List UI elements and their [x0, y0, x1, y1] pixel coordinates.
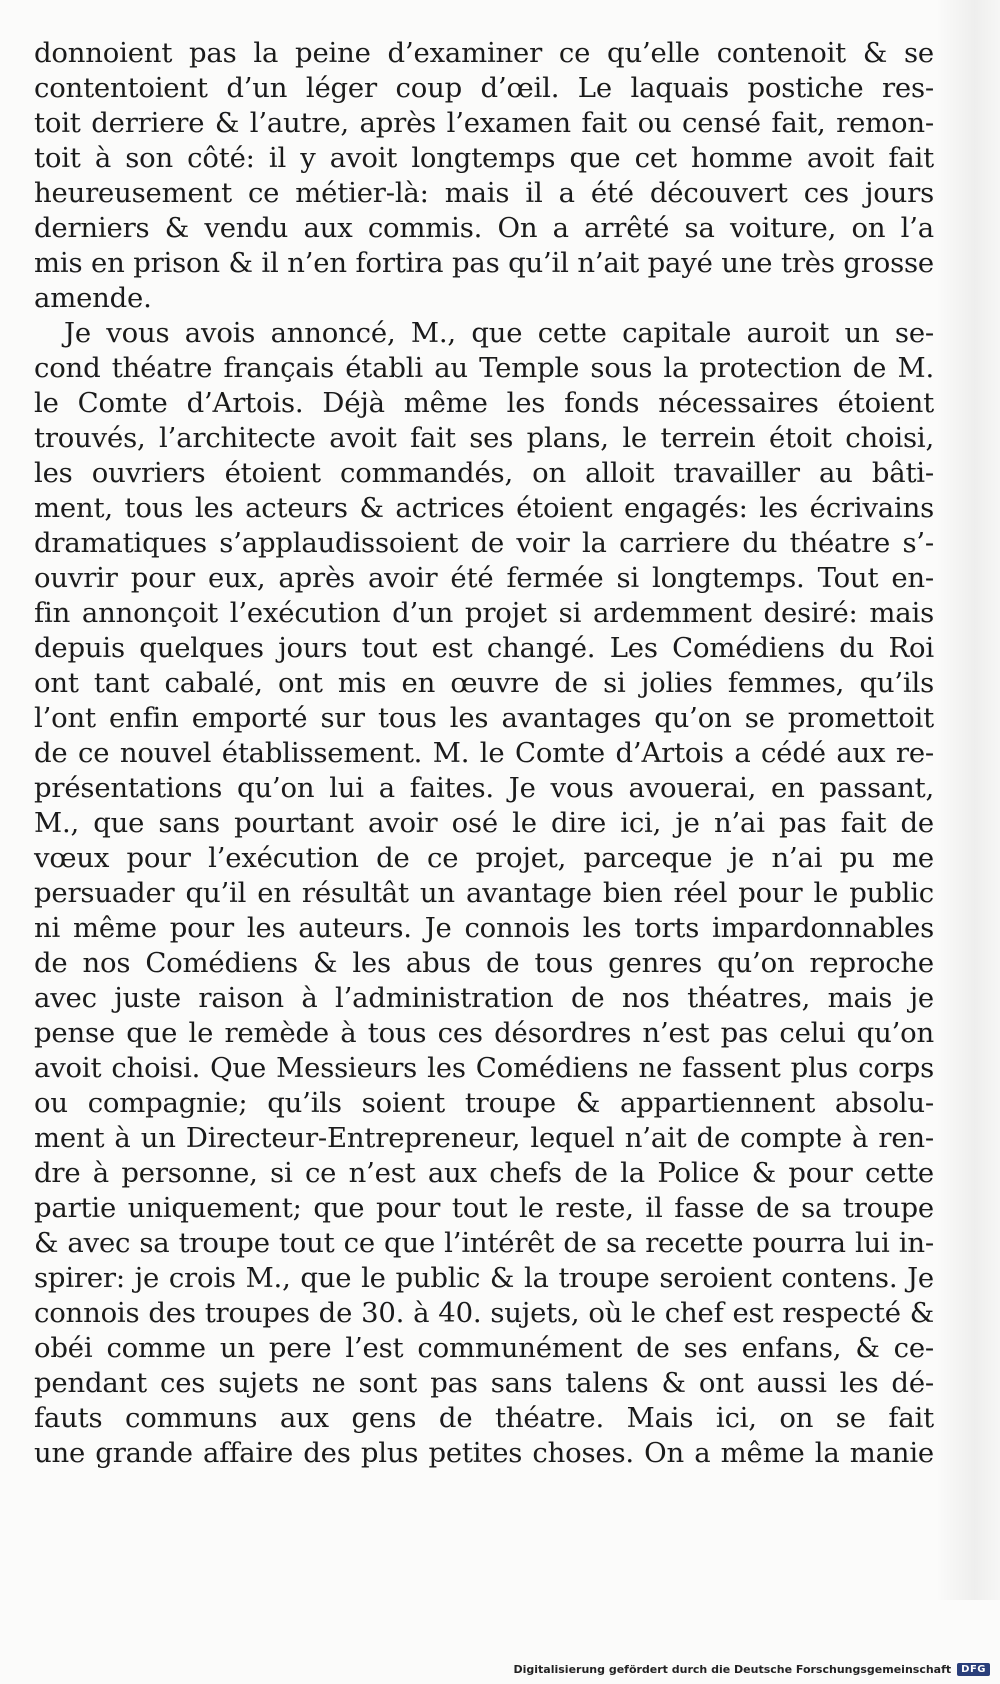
text-line: heureusement ce métier-là: mais il a été découvert ces jours [34, 177, 934, 209]
text-line: contentoient d’un léger coup d’œil. Le laquais postiche res- [34, 72, 934, 104]
text-line: derniers & vendu aux commis. On a arrêté sa voiture, on l’a [34, 212, 934, 244]
dfg-logo-icon: DFG [957, 1663, 990, 1676]
text-line: de nos Comédiens & les abus de tous genres qu’on reproche [34, 947, 934, 979]
text-line: de ce nouvel établissement. M. le Comte d’Artois a cédé aux re- [34, 737, 934, 769]
text-line: spirer: je crois M., que le public & la troupe seroient contens. Je [34, 1262, 934, 1294]
text-line: pense que le remède à tous ces désordres n’est pas celui qu’on [34, 1017, 934, 1049]
text-line: avoit choisi. Que Messieurs les Comédiens ne fassent plus corps [34, 1052, 934, 1084]
text-line: une grande affaire des plus petites choses. On a même la manie [34, 1437, 934, 1469]
text-line: depuis quelques jours tout est changé. Les Comédiens du Roi [34, 632, 934, 664]
text-line: Je vous avois annoncé, M., que cette capitale auroit un se- [64, 317, 934, 349]
text-line: donnoient pas la peine d’examiner ce qu’elle contenoit & se [34, 37, 934, 69]
credit-text: Digitalisierung gefördert durch die Deutsche Forschungsgemeinschaft [513, 1663, 952, 1676]
text-line: ment, tous les acteurs & actrices étoient engagés: les écrivains [34, 492, 934, 524]
text-line: dre à personne, si ce n’est aux chefs de la Police & pour cette [34, 1157, 934, 1189]
text-line: l’ont enfin emporté sur tous les avantages qu’on se promettoit [34, 702, 934, 734]
text-line: ouvrir pour eux, après avoir été fermée si longtemps. Tout en- [34, 562, 934, 594]
text-line: amende. [34, 282, 152, 314]
text-line: présentations qu’on lui a faites. Je vous avouerai, en passant, [34, 772, 934, 804]
text-line: trouvés, l’architecte avoit fait ses plans, le terrein étoit choisi, [34, 422, 934, 454]
text-line: connois des troupes de 30. à 40. sujets, où le chef est respecté & [34, 1297, 934, 1329]
text-line: mis en prison & il n’en fortira pas qu’il n’ait payé une très grosse [34, 247, 934, 279]
text-line: fauts communs aux gens de théatre. Mais ici, on se fait [34, 1402, 934, 1434]
text-line: ou compagnie; qu’ils soient troupe & appartiennent absolu- [34, 1087, 934, 1119]
text-line: & avec sa troupe tout ce que l’intérêt de sa recette pourra lui in- [34, 1227, 934, 1259]
text-line: toit derriere & l’autre, après l’examen fait ou censé fait, remon- [34, 107, 934, 139]
text-line: cond théatre français établi au Temple sous la protection de M. [34, 352, 934, 384]
text-line: vœux pour l’exécution de ce projet, parceque je n’ai pu me [34, 842, 934, 874]
text-line: le Comte d’Artois. Déjà même les fonds nécessaires étoient [34, 387, 934, 419]
text-line: pendant ces sujets ne sont pas sans talens & ont aussi les dé- [34, 1367, 934, 1399]
text-line: M., que sans pourtant avoir osé le dire ici, je n’ai pas fait de [34, 807, 934, 839]
text-line: les ouvriers étoient commandés, on alloit travailler au bâti- [34, 457, 934, 489]
text-line: dramatiques s’applaudissoient de voir la carriere du théatre s’- [34, 527, 934, 559]
text-line: partie uniquement; que pour tout le reste, il fasse de sa troupe [34, 1192, 934, 1224]
text-line: avec juste raison à l’administration de nos théatres, mais je [34, 982, 934, 1014]
text-line: obéi comme un pere l’est communément de ses enfans, & ce- [34, 1332, 934, 1364]
text-line: ni même pour les auteurs. Je connois les torts impardonnables [34, 912, 934, 944]
text-line: toit à son côté: il y avoit longtemps que cet homme avoit fait [34, 142, 934, 174]
text-line: ont tant cabalé, ont mis en œuvre de si jolies femmes, qu’ils [34, 667, 934, 699]
text-line: persuader qu’il en résultât un avantage bien réel pour le public [34, 877, 934, 909]
text-line: ment à un Directeur-Entrepreneur, lequel n’ait de compte à ren- [34, 1122, 934, 1154]
body-text [34, 36, 934, 1471]
text-line: fin annonçoit l’exécution d’un projet si ardemment desiré: mais [34, 597, 934, 629]
page-edge-shadow [936, 0, 1000, 1600]
digitization-credit [513, 1663, 990, 1676]
